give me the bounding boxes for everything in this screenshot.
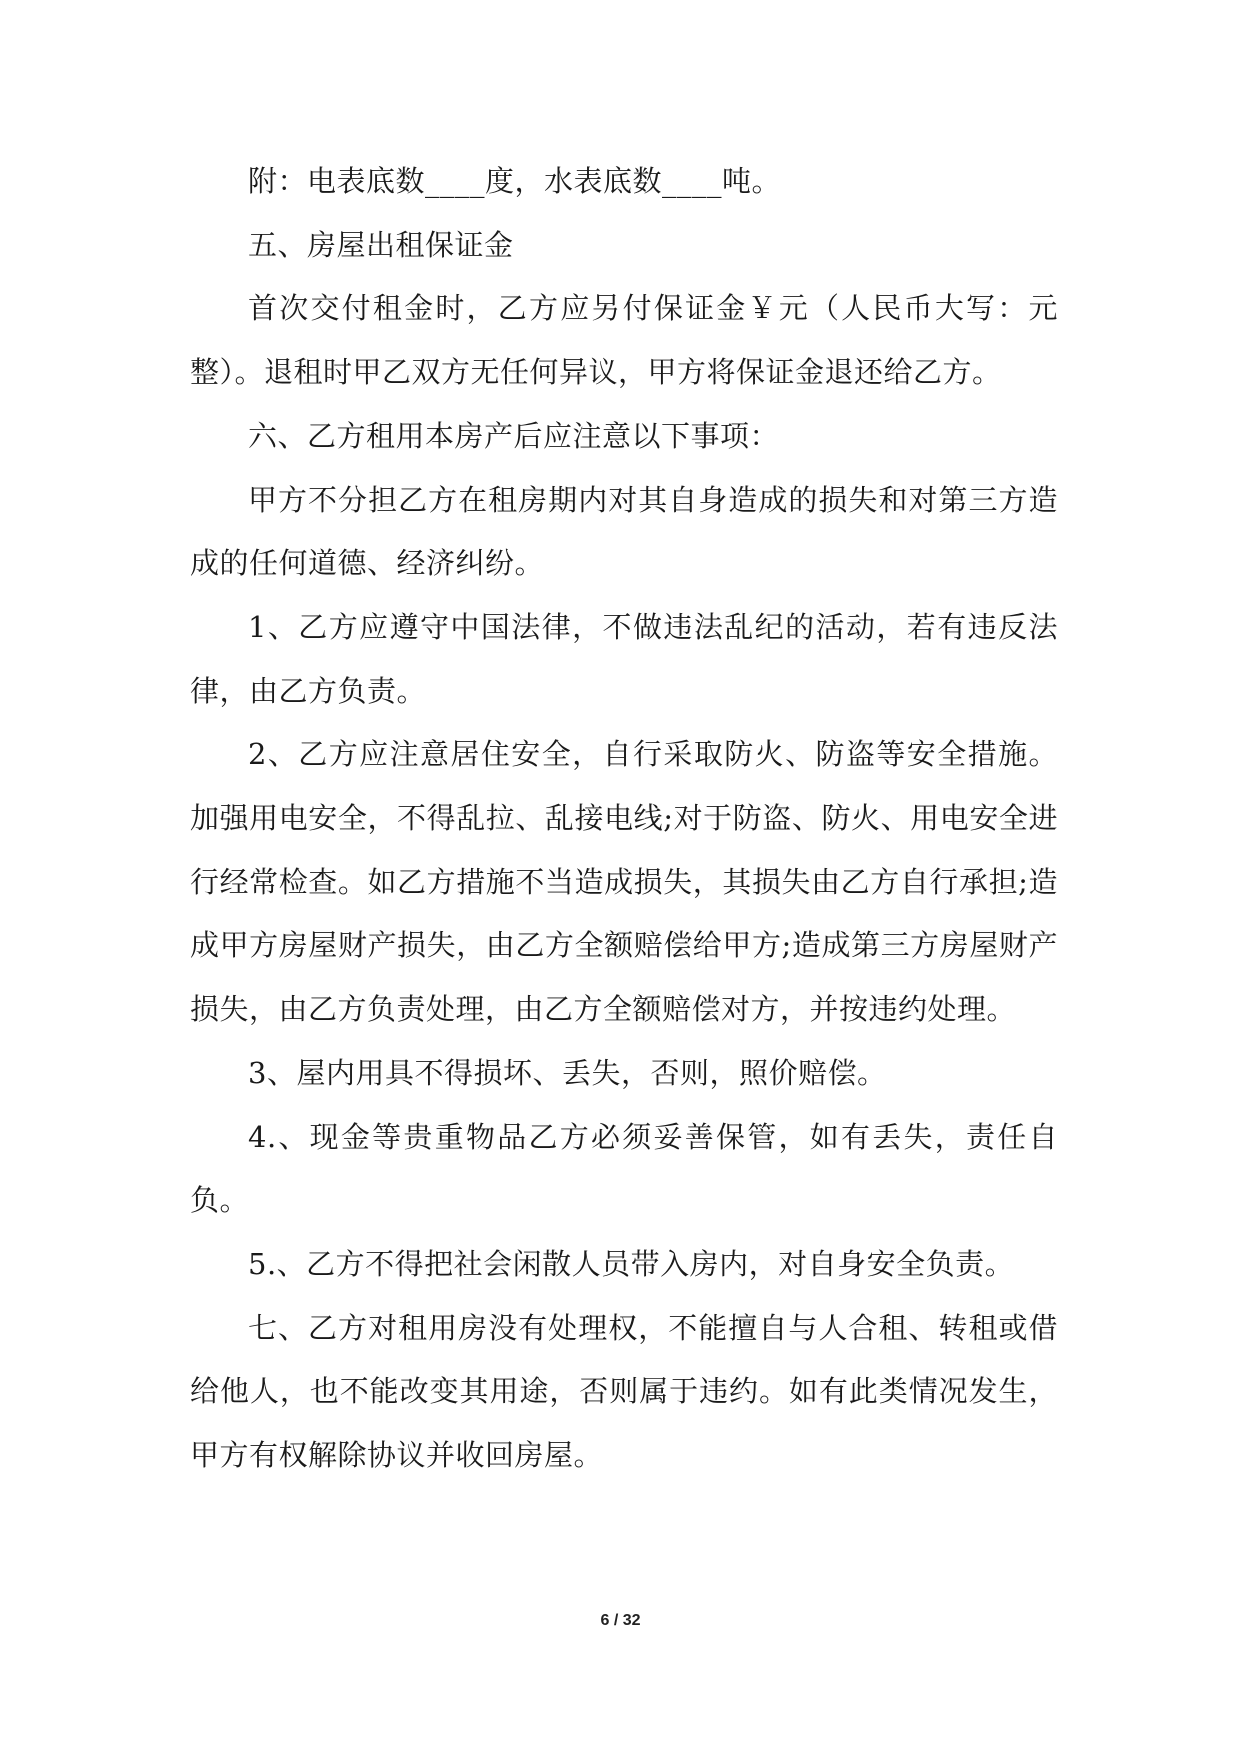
document-body: [190, 150, 1058, 1488]
paragraph-item-4: 4.、现金等贵重物品乙方必须妥善保管，如有丢失，责任自负。: [190, 1119, 1058, 1218]
paragraph-item-3: 3、屋内用具不得损坏、丢失，否则，照价赔偿。: [248, 1055, 887, 1090]
heading-section-6-notes: 六、乙方租用本房产后应注意以下事项：: [248, 418, 780, 453]
paragraph-section-7: 七、乙方对租用房没有处理权，不能擅自与人合租、转租或借给他人，也不能改变其用途，否则属于违约。如有此类情况发生，甲方有权解除协议并收回房屋。: [190, 1310, 1058, 1473]
paragraph-meter-readings: 附：电表底数____度，水表底数____吨。: [248, 164, 782, 198]
paragraph-item-5: 5.、乙方不得把社会闲散人员带入房内，对自身安全负责。: [248, 1246, 1015, 1281]
paragraph-deposit-terms: 首次交付租金时，乙方应另付保证金￥元（人民币大写：元整）。退租时甲乙双方无任何异议，甲方将保证金退还给乙方。: [190, 291, 1058, 390]
paragraph-item-2: 2、乙方应注意居住安全，自行采取防火、防盗等安全措施。加强用电安全，不得乱拉、乱接电线;对于防盗、防火、用电安全进行经常检查。如乙方措施不当造成损失，其损失由乙方自行承担;造成甲方房屋财产损失，由乙方全额赔偿给甲方;造成第三方房屋财产损失，由乙方负责处理，由乙方全额赔偿对方，并按违约处理。: [190, 737, 1058, 1027]
paragraph-item-1: 1、乙方应遵守中国法律，不做违法乱纪的活动，若有违反法律，由乙方负责。: [190, 609, 1058, 708]
paragraph-liability-disclaimer: 甲方不分担乙方在租房期内对其自身造成的损失和对第三方造成的任何道德、经济纠纷。: [190, 482, 1058, 581]
page-number: 6 / 32: [600, 1612, 641, 1629]
heading-section-5-deposit: 五、房屋出租保证金: [248, 227, 514, 262]
